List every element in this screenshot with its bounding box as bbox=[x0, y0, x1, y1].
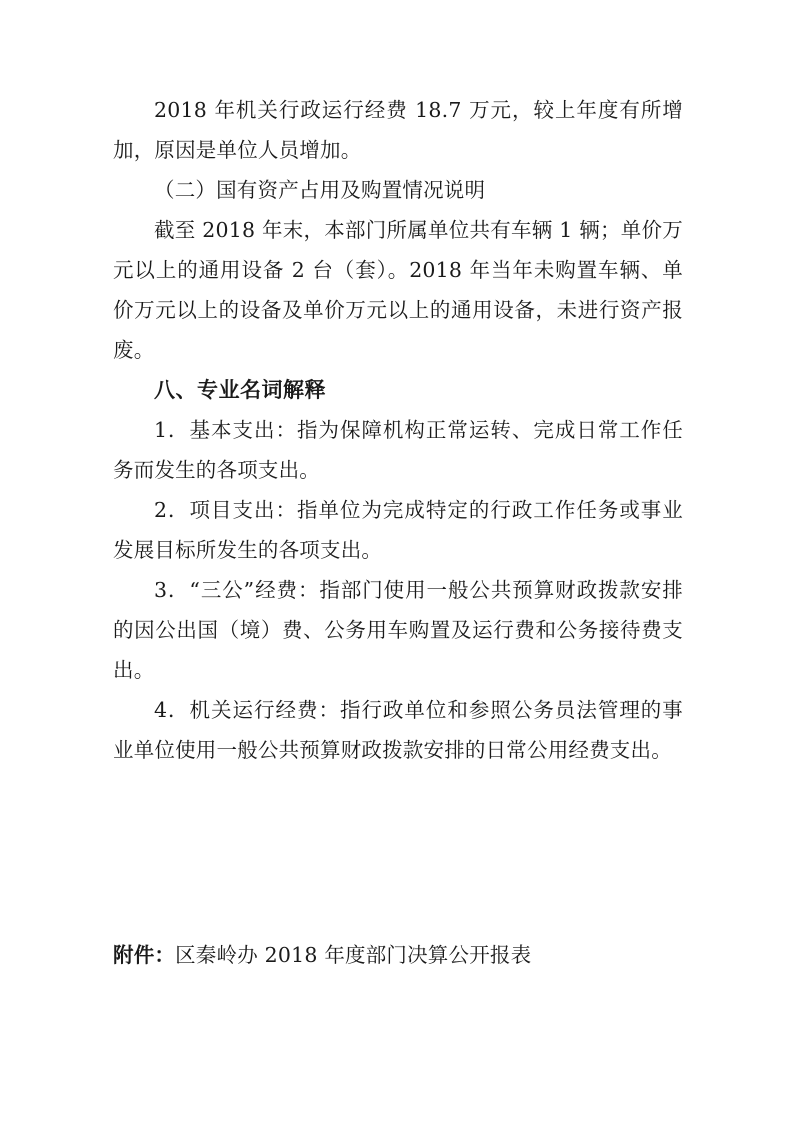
attachment-block bbox=[113, 935, 713, 975]
paragraph-state-assets-detail: 截至 2018 年末，本部门所属单位共有车辆 1 辆；单价万元以上的通用设备 2 台（套）。2018 年当年未购置车辆、单价万元以上的设备及单价万元以上的通用设备，未进行资产报废。 bbox=[113, 218, 683, 362]
paragraph-admin-operating-expense: 2018 年机关行政运行经费 18.7 万元，较上年度有所增加，原因是单位人员增加。 bbox=[113, 98, 683, 162]
attachment-label: 附件： bbox=[113, 943, 176, 967]
paragraph-term-2-project-expenditure: 2．项目支出：指单位为完成特定的行政工作任务或事业发展目标所发生的各项支出。 bbox=[113, 498, 683, 562]
attachment-line bbox=[113, 935, 713, 975]
paragraph-term-1-basic-expenditure: 1．基本支出：指为保障机构正常运转、完成日常工作任务而发生的各项支出。 bbox=[113, 418, 683, 482]
heading-terminology: 八、专业名词解释 bbox=[154, 377, 326, 402]
paragraph-term-4-agency-operating-funds: 4．机关运行经费：指行政单位和参照公务员法管理的事业单位使用一般公共预算财政拨款安排的日常公用经费支出。 bbox=[113, 698, 683, 762]
attachment-title: 区秦岭办 2018 年度部门决算公开报表 bbox=[175, 943, 532, 967]
paragraph-term-3-three-public-funds: 3．“三公”经费：指部门使用一般公共预算财政拨款安排的因公出国（境）费、公务用车购置及运行费和公务接待费支出。 bbox=[113, 578, 683, 682]
paragraph-section-two-state-assets: （二）国有资产占用及购置情况说明 bbox=[154, 178, 486, 202]
document-body bbox=[113, 90, 683, 770]
